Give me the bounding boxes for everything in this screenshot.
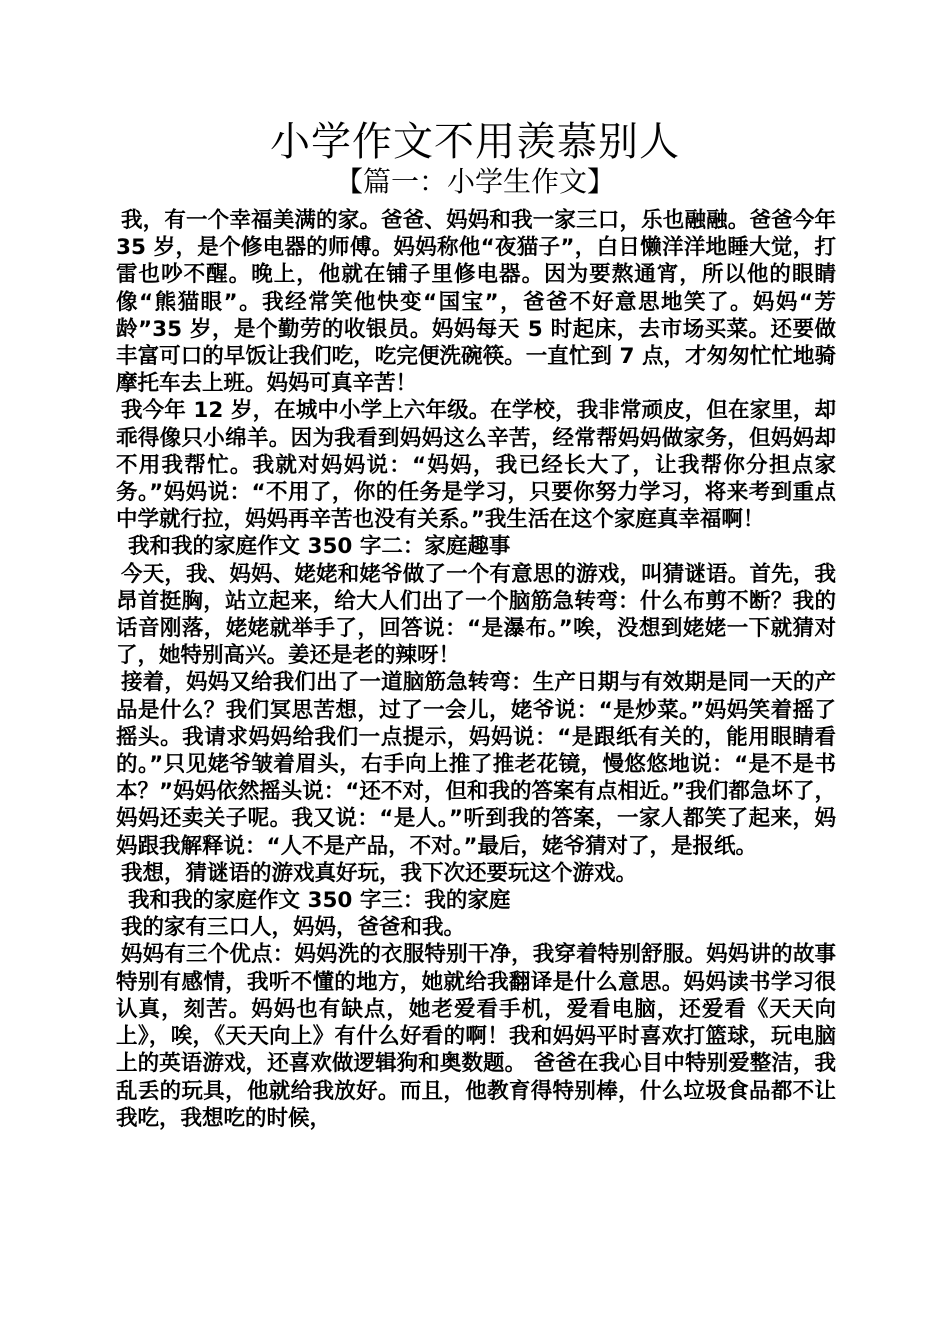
paragraph: 接着，妈妈又给我们出了一道脑筋急转弯：生产日期与有效期是同一天的产品是什么？我们冥思苦想，过了一会儿，姥爷说：“是炒菜。”妈妈笑着摇了摇头。我请求妈妈给我们一点提示，妈妈说：“是跟纸有关的，能用眼睛看的。”只见姥爷皱着眉头，右手向上推了推老花镜，慢悠悠地说：“是不是书本？”妈妈依然摇头说：“还不对，但和我的答案有点相近。”我们都急坏了，妈妈还卖关子呢。我又说：“是人。”听到我的答案，一家人都笑了起来，妈妈跟我解释说：“人不是产品，不对。”最后，姥爷猜对了，是报纸。	[116, 670, 836, 859]
section-heading: 我和我的家庭作文 350 字三：我的家庭	[128, 888, 511, 914]
paragraph: 妈妈有三个优点：妈妈洗的衣服特别干净，我穿着特别舒服。妈妈讲的故事特别有感情，我听不懂的地方，她就给我翻译是什么意思。妈妈读书学习很认真，刻苦。妈妈也有缺点，她老爱看手机，爱看电脑，还爱看《天天向上》，唉，《天天向上》有什么好看的啊！我和妈妈平时喜欢打篮球，玩电脑上的英语游戏，还喜欢做逻辑狗和奥数题。 爸爸在我心目中特别爱整洁，我乱丢的玩具，他就给我放好。而且，他教育得特别棒，什么垃圾食品都不让我吃，我想吃的时候，	[116, 942, 836, 1131]
section-heading: 我和我的家庭作文 350 字二：家庭趣事	[128, 534, 511, 560]
paragraph: 我想，猜谜语的游戏真好玩，我下次还要玩这个游戏。	[121, 860, 638, 886]
paragraph: 我，有一个幸福美满的家。爸爸、妈妈和我一家三口，乐也融融。爸爸今年 35 岁，是个修电器的师傅。妈妈称他“夜猫子”，白日懒洋洋地睡大觉，打雷也吵不醒。晚上，他就在铺子里修电器。因为要熬通宵，所以他的眼睛像“熊猫眼”。我经常笑他快变“国宝”，爸爸不好意思地笑了。妈妈“芳龄”35 岁，是个勤劳的收银员。妈妈每天 5 时起床，去市场买菜。还要做丰富可口的早饭让我们吃，吃完便洗碗筷。一直忙到 7 点，才匆匆忙忙地骑摩托车去上班。妈妈可真辛苦！	[116, 208, 836, 397]
document-body	[116, 207, 836, 1132]
document-subtitle: 【篇一：小学生作文】	[334, 165, 615, 198]
document-title: 小学作文不用羡慕别人	[270, 119, 680, 165]
paragraph: 我的家有三口人，妈妈，爸爸和我。	[121, 915, 466, 941]
paragraph: 我今年 12 岁，在城中小学上六年级。在学校，我非常顽皮，但在家里，却乖得像只小绵羊。因为我看到妈妈这么辛苦，经常帮妈妈做家务，但妈妈却不用我帮忙。我就对妈妈说：“妈妈，我已经长大了，让我帮你分担点家务。”妈妈说：“不用了，你的任务是学习，只要你努力学习，将来考到重点中学就行拉，妈妈再辛苦也没有关系。”我生活在这个家庭真幸福啊！	[116, 398, 836, 533]
paragraph: 今天，我、妈妈、姥姥和姥爷做了一个有意思的游戏，叫猜谜语。首先，我昂首挺胸，站立起来，给大人们出了一个脑筋急转弯：什么布剪不断？我的话音刚落，姥姥就举手了，回答说：“是瀑布。”唉，没想到姥姥一下就猜对了，她特别高兴。姜还是老的辣呀！	[116, 561, 836, 669]
